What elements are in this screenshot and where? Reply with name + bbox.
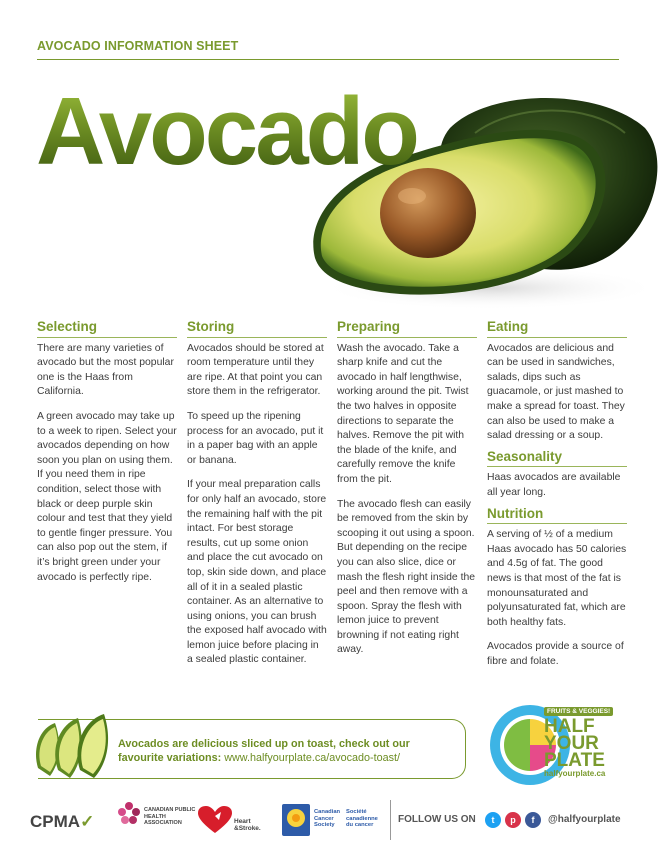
eating-paragraph-1: Avocados are delicious and can be used in sandwiches, salads, dips such as guacamole, or just mashed to make a spread for toast. They can also be used to make a salad dressing or a soup. xyxy=(487,342,625,442)
cancer-society-text-fr: Société canadienne du cancer xyxy=(346,809,378,828)
heading-nutrition: Nutrition xyxy=(487,507,627,525)
banner-text xyxy=(118,737,458,765)
column-eating xyxy=(487,320,627,679)
pinterest-icon[interactable]: p xyxy=(505,812,521,828)
heart-and-stroke-icon xyxy=(198,806,232,834)
half-your-plate-logo xyxy=(544,700,624,778)
sheet-header-title xyxy=(37,39,238,53)
facebook-icon[interactable]: f xyxy=(525,812,541,828)
seasonality-paragraph-1: Haas avocados are available all year long. xyxy=(487,472,621,498)
social-handle[interactable]: @halfyourplate xyxy=(548,814,621,825)
column-selecting xyxy=(37,320,177,595)
cpha-flower-icon xyxy=(116,800,142,828)
footer-divider xyxy=(390,800,391,840)
nutrition-paragraph-1: A serving of ½ of a medium Haas avocado has 50 calories and 4.5g of fat. The good news is that most of the fat is monounsaturated and polyunsaturated fat, which are both healthy fats. xyxy=(487,529,627,628)
hyp-tagline: FRUITS & VEGGIES! xyxy=(544,707,613,716)
cancer-society-daffodil-icon xyxy=(282,804,310,836)
selecting-paragraph-2: A green avocado may take up to a week to ripen. Select your avocados depending on how soon you plan on using them. If you need them in ripe condition, select those with black or deep purple skin colour and test that they yield to gentle finger pressure. You can also pop out the stem, if it’s bright green under your avocado is perfectly ripe. xyxy=(37,410,177,583)
banner-link[interactable]: www.halfyourplate.ca/avocado-toast/ xyxy=(224,752,401,764)
nutrition-paragraph-2: Avocados provide a source of fibre and folate. xyxy=(487,641,624,667)
heart-and-stroke-text: Heart &Stroke. xyxy=(234,818,261,832)
hyp-line-1: HALF xyxy=(544,716,595,737)
column-preparing xyxy=(337,320,477,668)
follow-us-label: FOLLOW US ON xyxy=(398,814,476,825)
hyp-line-3: PLATE xyxy=(544,750,605,771)
hyp-url[interactable]: halfyourplate.ca xyxy=(544,769,606,778)
twitter-icon[interactable]: t xyxy=(485,812,501,828)
cpma-logo xyxy=(30,812,94,832)
cpma-check-icon: ✓ xyxy=(80,812,95,831)
storing-paragraph-2: To speed up the ripening process for an avocado, put it in a paper bag with an apple or banana. xyxy=(187,410,324,466)
storing-paragraph-3: If your meal preparation calls for only half an avocado, store the remaining half with the pit intact. For best storage results, cut up some onion and place the cut avocado on top, skin side down, and place all of it in a sealed plastic container. As an alternative to using onions, you can brush the exposed half avocado with lemon juice before placing in a sealed plastic container. xyxy=(187,479,327,666)
header-title-bold: AVOCADO xyxy=(37,39,101,53)
selecting-paragraph-1: There are many varieties of avocado but the most popular one is the Haas from California. xyxy=(37,342,174,398)
column-storing xyxy=(187,320,327,678)
heading-preparing: Preparing xyxy=(337,320,477,338)
hyp-line-2: YOUR xyxy=(544,733,599,754)
avocado-slices-illustration xyxy=(30,708,120,783)
hero-title: Avocado xyxy=(36,78,417,185)
header-title-rest: INFORMATION SHEET xyxy=(100,39,239,53)
cancer-society-text-en: Canadian Cancer Society xyxy=(314,809,341,828)
heading-eating: Eating xyxy=(487,320,627,338)
cpha-logo-text: CANADIAN PUBLIC HEALTH ASSOCIATION xyxy=(144,807,196,826)
heading-storing: Storing xyxy=(187,320,327,338)
storing-paragraph-1: Avocados should be stored at room temperature until they are ripe. At that point you can store them in the refrigerator. xyxy=(187,342,324,398)
cpma-logo-text: CPMA xyxy=(30,812,81,831)
footer xyxy=(30,800,630,840)
preparing-paragraph-2: The avocado flesh can easily be removed from the skin by scooping it out using a spoon. But depending on the recipe you can also slice, dice or mash the flesh right inside the peel and then remove with a spoon. Spray the flesh with lemon juice to prevent browning if not eating right away. xyxy=(337,498,476,656)
preparing-paragraph-1: Wash the avocado. Take a sharp knife and cut the avocado in half lengthwise, working around the pit. Twist the two halves in opposite directions to separate the halves. Remove the pit with the blade of the knife, and carefully remove the knife from the pit. xyxy=(337,342,469,485)
heading-seasonality: Seasonality xyxy=(487,450,627,468)
banner-message: Avocados are delicious sliced up on toast, check out our favourite variations: xyxy=(118,738,410,764)
heading-selecting: Selecting xyxy=(37,320,177,338)
sheet-header xyxy=(37,37,619,60)
